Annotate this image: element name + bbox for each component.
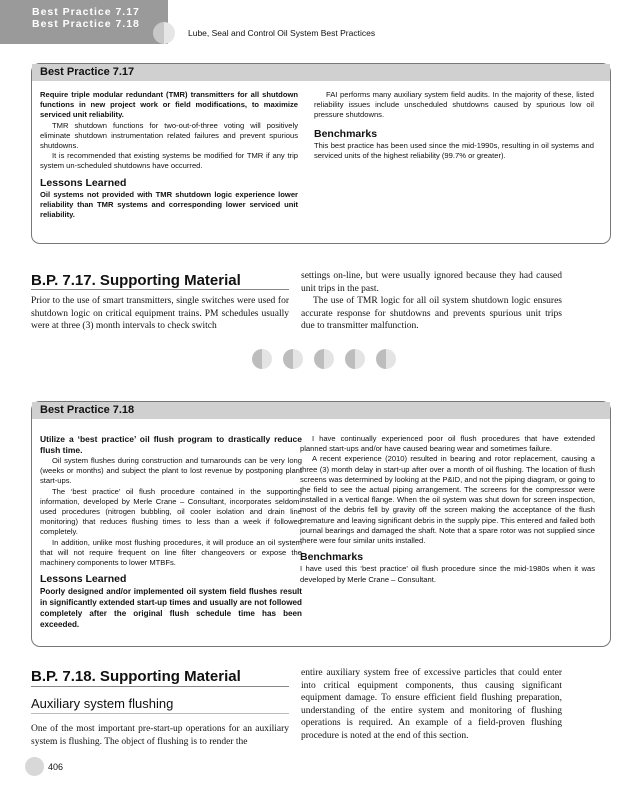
- header-circle-ornament: [153, 22, 175, 44]
- bp718-right-paragraph-2: A recent experience (2010) resulted in bearing and rotor replacement, causing a three (3) month delay in start-up after over a month of oil flushing. The location of flush screens was determined by looking at the P&ID, and not the piping diagram, or going to the field to see the actual piping arrangement. The screens for the compressor were installed in a vertical flange. When the oil system was shut down for screen inspection, most of the debris fell by gravity off the screen making the acceptance of the flush premature and leaving significant debris in the supply pipe. This entered and failed both journal bearings and damaged the shaft. Note that a spare rotor was not supplied since there were four similar units installed.: [300, 454, 595, 546]
- bp718-left-column: [40, 434, 302, 630]
- bp718-paragraph-1: Oil system flushes during construction and turnarounds can be very long (weeks or months) and subject the plant to lost revenue by postponing plant start-ups.: [40, 456, 302, 486]
- bp718-supporting-left-text: One of the most important pre-start-up operations for an auxiliary system is flushing. The object of flushing is to render the: [31, 724, 289, 747]
- bp717-paragraph-1: TMR shutdown functions for two-out-of-three voting will positively eliminate shutdown instrumentation related failures and prevent spurious shutdowns.: [40, 120, 298, 151]
- bp718-lessons-text: Poorly designed and/or implemented oil system field flushes result in significantly extended start-up times and usually are not followed completely after the original flush schedule time has been exceeded.: [40, 587, 302, 630]
- bp718-supporting-right: [301, 667, 562, 742]
- bp718-supporting-heading: B.P. 7.18. Supporting Material: [31, 668, 241, 685]
- bp718-lessons-heading: Lessons Learned: [40, 573, 127, 586]
- running-title: Lube, Seal and Control Oil System Best Practices: [188, 28, 376, 38]
- bp717-benchmarks-heading: Benchmarks: [314, 127, 378, 140]
- bp717-supporting-right-p1: settings on-line, but were usually ignored because they had caused unit trips in the past.: [301, 271, 562, 294]
- bp717-right-paragraph: FAI performs many auxiliary system field audits. In the majority of these, listed reliability issues include unscheduled shutdowns caused by spurious low oil pressure shutdowns.: [314, 90, 594, 120]
- bp718-benchmarks-text: I have used this ‘best practice’ oil flush procedure since the mid-1980s when it was developed by Merle Crane – Consultant.: [300, 564, 595, 584]
- divider-circle-3: [314, 349, 334, 369]
- bp717-lessons-heading: Lessons Learned: [40, 176, 127, 189]
- bp717-left-column: [40, 90, 298, 220]
- bp717-supporting-left: [31, 295, 289, 333]
- bp718-benchmarks-heading: Benchmarks: [300, 551, 364, 564]
- bp717-supporting-right: [301, 270, 562, 333]
- best-practice-7-17-box: [31, 63, 611, 244]
- bp718-heading-rule: [31, 686, 289, 687]
- bp717-right-column: [314, 90, 594, 161]
- bp718-subheading-rule: [31, 713, 289, 714]
- bp717-heading-rule: [31, 289, 289, 290]
- page-number-circle: [25, 757, 44, 776]
- bp717-supporting-right-p2: The use of TMR logic for all oil system shutdown logic ensures accurate response for shutdowns and prevents spurious unit trips due to transmitter malfunction.: [301, 296, 562, 331]
- bp718-supporting-right-text: entire auxiliary system free of excessive particles that could enter into critical equipment components, thus causing significant equipment damage. To ensure efficient field flushing preparation, understanding of the entire system and monitoring of flushing operations is required. An example of a field-proven flushing procedure is noted at the end of this section.: [301, 668, 562, 741]
- bp717-paragraph-2: It is recommended that existing systems be modified for TMR if any trip system un-scheduled shutdowns have occurred.: [40, 151, 298, 171]
- bp717-lessons-text: Oil systems not provided with TMR shutdown logic experience lower reliability than TMR systems and corresponding lower serviced unit reliability.: [40, 189, 298, 220]
- bp718-supporting-left: [31, 723, 289, 748]
- bp718-lead: Utilize a ‘best practice’ oil flush program to drastically reduce flush time.: [40, 434, 302, 455]
- bp718-right-paragraph-1: I have continually experienced poor oil flush procedures that have extended planned start-ups and/or have caused bearing wear and sometimes failure.: [300, 434, 595, 454]
- bp718-right-column: [300, 434, 595, 585]
- header-tab-line2: Best Practice 7.18: [32, 18, 140, 30]
- divider-circle-5: [376, 349, 396, 369]
- page-number: 406: [48, 762, 64, 772]
- bp718-supporting-subheading: Auxiliary system flushing: [31, 696, 174, 711]
- divider-circle-4: [345, 349, 365, 369]
- divider-circle-2: [283, 349, 303, 369]
- bp717-supporting-left-text: Prior to the use of smart transmitters, single switches were used for shutdown logic on critical equipment trains. PM schedules usually were at three (3) month intervals to check switch: [31, 296, 289, 331]
- header-section-tab: [0, 0, 168, 44]
- header-tab-line1: Best Practice 7.17: [32, 6, 140, 18]
- divider-circle-1: [252, 349, 272, 369]
- bp717-supporting-heading: B.P. 7.17. Supporting Material: [31, 272, 241, 289]
- bp717-lead: Require triple modular redundant (TMR) transmitters for all shutdown functions in new project work or field modifications, to maximize serviced unit reliability.: [40, 90, 298, 120]
- best-practice-7-18-title: Best Practice 7.18: [32, 402, 610, 419]
- best-practice-7-18-box: [31, 401, 611, 647]
- bp718-paragraph-2: The ‘best practice’ oil flush procedure contained in the supporting information, developed by Merle Crane – Consultant, incorporates seldom-used procedures (nitrogen bubbling, oil cooler isolation and drain line monitoring) that reduces flushing times to less than a week if followed completely.: [40, 486, 302, 537]
- bp718-paragraph-3: In addition, unlike most flushing procedures, it will produce an oil system that will not require frequent on line filter changeovers or expose the machinery components to lower MTBFs.: [40, 537, 302, 568]
- bp717-benchmarks-text: This best practice has been used since the mid-1990s, resulting in oil systems and serviced units of the highest reliability (99.7% or greater).: [314, 140, 594, 161]
- best-practice-7-17-title: Best Practice 7.17: [32, 64, 610, 81]
